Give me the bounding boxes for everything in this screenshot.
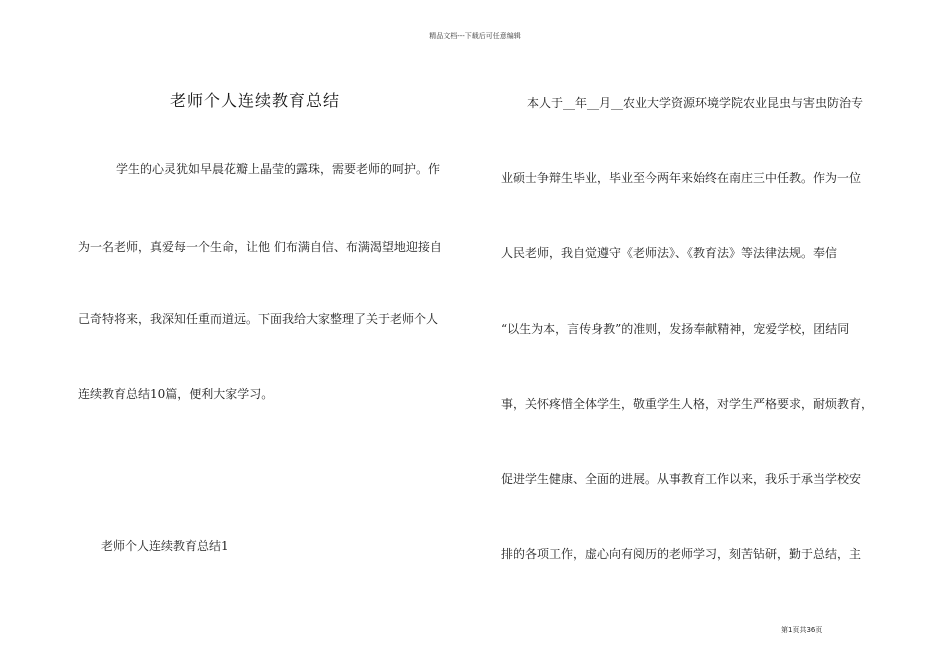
section-heading: 老师个人连续教育总结1 (101, 539, 229, 553)
paragraph-line: 学生的心灵犹如早晨花瓣上晶莹的露珠，需要老师的呵护。作 (116, 162, 441, 176)
document-title: 老师个人连续教育总结 (170, 91, 341, 110)
paragraph-line: 人民老师，我自觉遵守《老师法》、《教育法》等法律法规。奉信 (501, 246, 838, 260)
paragraph-line: 业硕士争辩生毕业，毕业至今两年来始终在南庄三中任教。作为一位 (501, 171, 862, 185)
page-number: 第1页共36页 (781, 626, 823, 634)
paragraph-line: 事，关怀疼惜全体学生，敬重学生人格，对学生严格要求，耐烦教育， (501, 397, 874, 411)
paragraph-line: 己奇特将来，我深知任重而道远。下面我给大家整理了关于老师个人 (78, 312, 439, 326)
page-header: 精品文档---下载后可任意编辑 (429, 32, 521, 40)
paragraph-line: 排的各项工作，虚心向有阅历的老师学习，刻苦钻研，勤于总结，主 (501, 547, 862, 561)
paragraph-line: 本人于__年__月__农业大学资源环境学院农业昆虫与害虫防治专 (527, 96, 864, 110)
paragraph-line: 为一名老师，真爱每一个生命，让他 们布满自信、布满渴望地迎接自 (78, 240, 442, 254)
paragraph-line: 连续教育总结10篇，便利大家学习。 (78, 387, 274, 401)
paragraph-line: “以生为本，言传身教”的准则，发扬奉献精神，宠爱学校，团结同 (501, 322, 850, 336)
paragraph-line: 促进学生健康、全面的进展。从事教育工作以来，我乐于承当学校安 (501, 472, 862, 486)
